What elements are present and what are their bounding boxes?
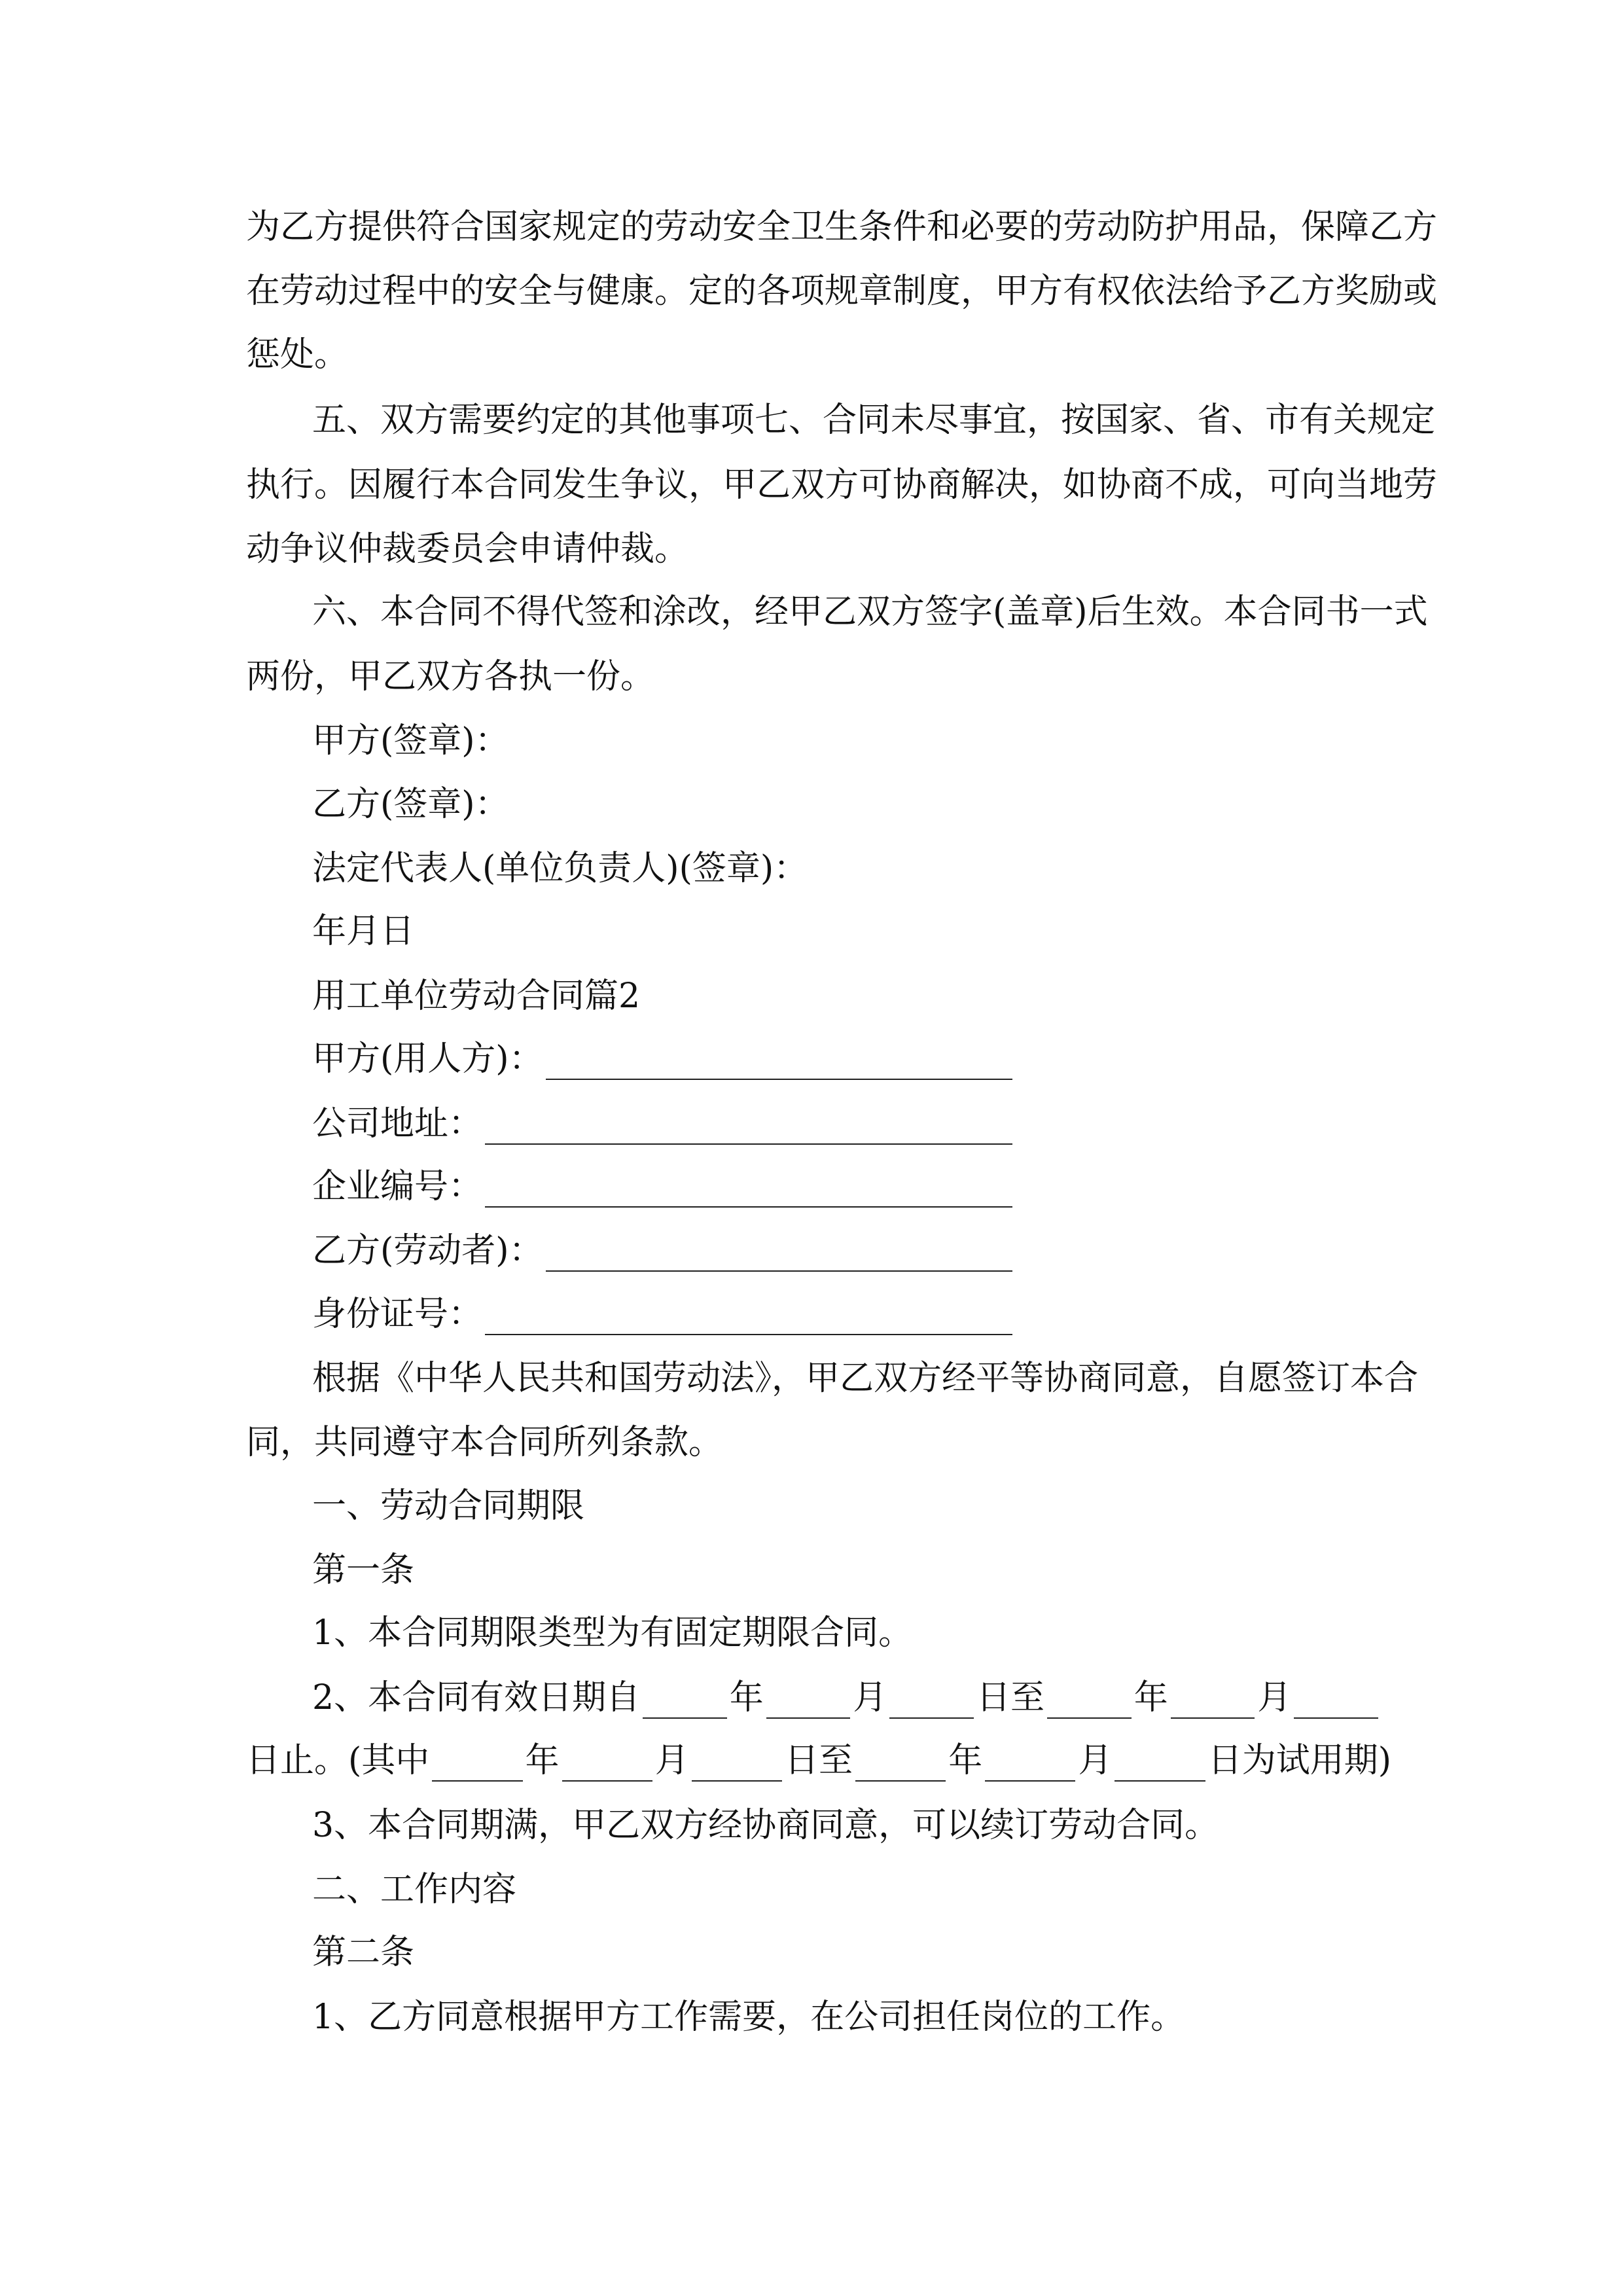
day-blank[interactable] (1294, 1686, 1378, 1719)
signature-representative: 法定代表人(单位负责人)(签章)： (312, 849, 808, 888)
year-blank[interactable] (432, 1749, 522, 1782)
signature-party-a: 甲方(签章)： (312, 721, 509, 761)
day-to-label: 日至 (784, 1741, 853, 1780)
clause: 3、本合同期满，甲乙双方经协商同意，可以续订劳动合同。 (312, 1806, 1219, 1845)
year-label: 年 (948, 1741, 983, 1780)
day-blank[interactable] (1115, 1749, 1205, 1782)
month-label: 月 (654, 1741, 689, 1780)
paragraph-line: 五、双方需要约定的其他事项七、合同未尽事宜，按国家、省、市有关规定 (312, 401, 1436, 440)
clause-text: 2、本合同有效日期自 (312, 1678, 641, 1717)
form-field-id-no (312, 1293, 1015, 1335)
paragraph-line: 六、本合同不得代签和涂改，经甲乙双方签字(盖章)后生效。本合同书一式 (312, 592, 1428, 632)
section-heading: 一、劳动合同期限 (312, 1486, 585, 1526)
month-blank[interactable] (766, 1686, 851, 1719)
clause: 1、本合同期限类型为有固定期限合同。 (312, 1613, 913, 1653)
form-field-address (312, 1103, 1015, 1145)
year-label: 年 (729, 1678, 764, 1717)
section-title: 用工单位劳动合同篇2 (312, 977, 641, 1016)
field-label: 甲方(用人方)： (312, 1039, 543, 1079)
field-label: 乙方(劳动者)： (312, 1231, 543, 1270)
fill-blank[interactable] (546, 1047, 1012, 1080)
year-label: 年 (525, 1741, 560, 1780)
field-label: 企业编号： (312, 1167, 483, 1206)
month-blank[interactable] (1171, 1686, 1255, 1719)
paragraph-line: 动争议仲裁委员会申请仲裁。 (246, 529, 689, 569)
probation-period-line (246, 1740, 1391, 1782)
form-field-company-no (312, 1166, 1015, 1208)
month-blank[interactable] (562, 1749, 652, 1782)
paragraph-line: 在劳动过程中的安全与健康。定的各项规章制度，甲方有权依法给予乙方奖励或 (246, 272, 1438, 311)
field-label: 身份证号： (312, 1295, 483, 1334)
fill-blank[interactable] (485, 1175, 1012, 1208)
day-blank[interactable] (692, 1749, 782, 1782)
article-heading: 第一条 (312, 1551, 415, 1590)
fill-blank[interactable] (485, 1112, 1012, 1145)
article-heading: 第二条 (312, 1933, 415, 1972)
paragraph-line: 两份，甲乙双方各执一份。 (246, 657, 655, 696)
fill-blank[interactable] (546, 1239, 1012, 1272)
paragraph-line: 为乙方提供符合国家规定的劳动安全卫生条件和必要的劳动防护用品，保障乙方 (246, 207, 1438, 247)
form-field-party-b (312, 1230, 1015, 1272)
paragraph-line: 执行。因履行本合同发生争议，甲乙双方可协商解决，如协商不成，可向当地劳 (246, 465, 1438, 505)
year-blank[interactable] (1047, 1686, 1132, 1719)
clause: 1、乙方同意根据甲方工作需要，在公司担任岗位的工作。 (312, 1998, 1185, 2037)
day-to-label: 日至 (976, 1678, 1045, 1717)
section-heading: 二、工作内容 (312, 1870, 517, 1909)
field-label: 公司地址： (312, 1104, 483, 1143)
month-label: 月 (1257, 1678, 1292, 1717)
year-blank[interactable] (643, 1686, 727, 1719)
clause-text: 日止。(其中 (246, 1741, 430, 1780)
fill-blank[interactable] (485, 1302, 1012, 1335)
signature-party-b: 乙方(签章)： (312, 785, 509, 824)
clause-text: 日为试用期) (1207, 1741, 1391, 1780)
year-label: 年 (1133, 1678, 1168, 1717)
month-label: 月 (1078, 1741, 1113, 1780)
month-label: 月 (853, 1678, 887, 1717)
paragraph-line: 同，共同遵守本合同所列条款。 (246, 1423, 723, 1462)
form-field-party-a (312, 1038, 1015, 1080)
signature-date: 年月日 (312, 912, 415, 951)
contract-period-line (312, 1677, 1378, 1719)
day-blank[interactable] (889, 1686, 974, 1719)
paragraph-line: 根据《中华人民共和国劳动法》，甲乙双方经平等协商同意，自愿签订本合 (312, 1359, 1419, 1398)
paragraph-line: 惩处。 (246, 335, 349, 374)
month-blank[interactable] (985, 1749, 1075, 1782)
year-blank[interactable] (855, 1749, 946, 1782)
